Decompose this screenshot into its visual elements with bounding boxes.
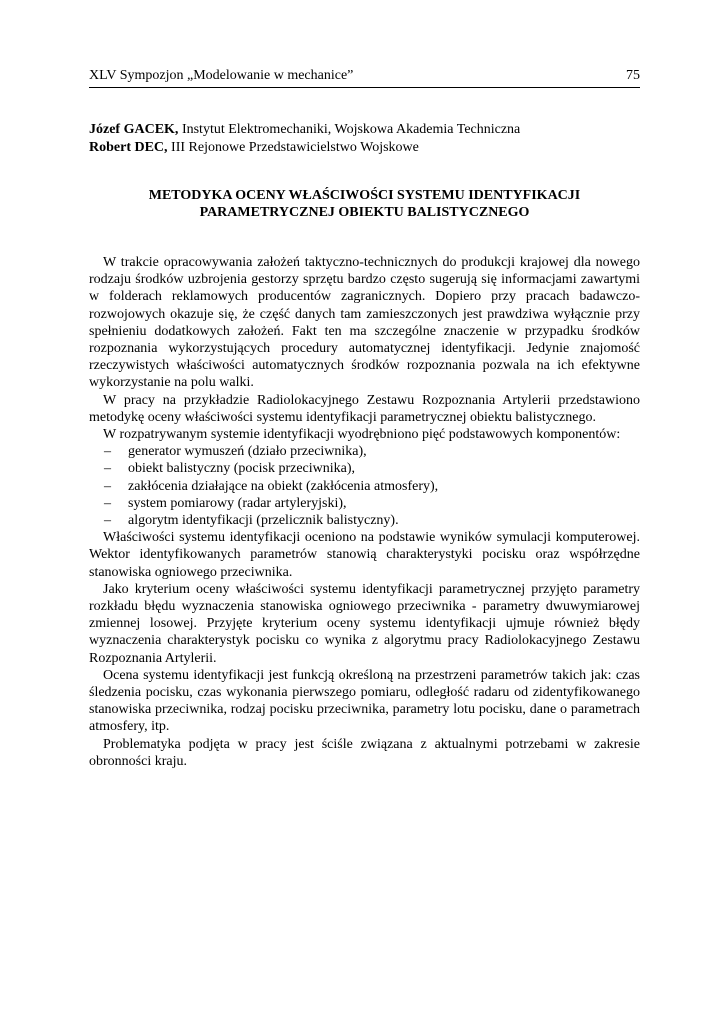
author-line xyxy=(89,121,640,139)
dash-bullet: – xyxy=(104,495,111,511)
dash-bullet: – xyxy=(104,444,111,460)
header-title: XLV Sympozjon „Modelowanie w mechanice” xyxy=(89,68,354,83)
running-header xyxy=(89,67,640,88)
title-line: METODYKA OCENY WŁAŚCIWOŚCI SYSTEMU IDENTYFIKACJI xyxy=(148,188,581,203)
dash-bullet: – xyxy=(104,478,111,494)
abstract-body xyxy=(89,254,640,770)
page-number: 75 xyxy=(626,68,640,83)
list-item xyxy=(89,495,640,512)
list-item xyxy=(89,460,640,477)
list-item-text: system pomiarowy (radar artyleryjski), xyxy=(128,495,347,511)
list-item-text: algorytm identyfikacji (przelicznik balistyczny). xyxy=(128,513,399,529)
author-name: Robert DEC, xyxy=(89,140,168,155)
paragraph: Jako kryterium oceny właściwości systemu identyfikacji parametrycznej przyjęto parametry rozkładu błędu wyznaczenia stanowiska ogniowego przeciwnika - parametry dwuwymiarowej zmiennej losowej. Przyjęte kryterium oceny systemu identyfikacji ujmuje również błędy wyznaczenia charakterystyk pocisku co wynika z algorytmu pracy Radiolokacyjnego Zestawu Rozpoznania Artylerii. xyxy=(89,581,640,666)
author-affiliation: III Rejonowe Przedstawicielstwo Wojskowe xyxy=(167,140,419,155)
author-line xyxy=(89,139,640,157)
paragraph: Właściwości systemu identyfikacji oceniono na podstawie wyników symulacji komputerowej. Wektor identyfikowanych parametrów stanowią charakterystyki pocisku oraz współrzędne stanowiska ogniowego przeciwnika. xyxy=(89,530,640,580)
list-item-text: generator wymuszeń (działo przeciwnika), xyxy=(128,444,367,460)
component-list xyxy=(89,443,640,529)
list-item xyxy=(89,478,640,495)
list-item xyxy=(89,443,640,460)
list-item-text: obiekt balistyczny (pocisk przeciwnika), xyxy=(128,461,356,477)
list-item-text: zakłócenia działające na obiekt (zakłócenia atmosfery), xyxy=(128,478,439,494)
title-line: PARAMETRYCZNEJ OBIEKTU BALISTYCZNEGO xyxy=(199,205,530,220)
paragraph: W rozpatrywanym systemie identyfikacji wyodrębniono pięć podstawowych komponentów: xyxy=(103,427,621,443)
author-name: Józef GACEK, xyxy=(89,122,179,137)
list-item xyxy=(89,512,640,529)
paragraph: W pracy na przykładzie Radiolokacyjnego Zestawu Rozpoznania Artylerii przedstawiono metodykę oceny właściwości systemu identyfikacji parametrycznej obiektu balistycznego. xyxy=(89,392,640,425)
paragraph: W trakcie opracowywania założeń taktyczno-technicznych do produkcji krajowej dla nowego rodzaju środków uzbrojenia gestorzy sprzętu bardzo często sugerują się informacjami zawartymi w folderach reklamowych producentów zagranicznych. Dopiero przy pracach badawczo-rozwojowych okazuje się, że część danych tam zamieszczonych jest prawdziwa wyłącznie przy spełnieniu dodatkowych założeń. Fakt ten ma szczególne znaczenie w przypadku środków rozpoznania wykorzystujących procedury automatycznej identyfikacji. Jedynie znajomość rzeczywistych właściwości automatycznych środków rozpoznania pozwala na ich efektywne wykorzystanie na polu walki. xyxy=(89,255,640,391)
dash-bullet: – xyxy=(104,461,111,477)
dash-bullet: – xyxy=(104,513,111,529)
paper-title xyxy=(89,187,640,221)
paragraph: Ocena systemu identyfikacji jest funkcją określoną na przestrzeni parametrów takich jak: czas śledzenia pocisku, czas wykonania pierwszego pomiaru, odległość radaru od zidentyfikowanego stanowiska przeciwnika, rodzaj pocisku przeciwnika, parametry lotu pocisku, dane o parametrach atmosfery, itp. xyxy=(89,667,640,735)
paragraph: Problematyka podjęta w pracy jest ściśle związana z aktualnymi potrzebami w zakresie obronności kraju. xyxy=(89,736,640,769)
authors-block xyxy=(89,121,640,157)
author-affiliation: Instytut Elektromechaniki, Wojskowa Akademia Techniczna xyxy=(178,122,521,137)
